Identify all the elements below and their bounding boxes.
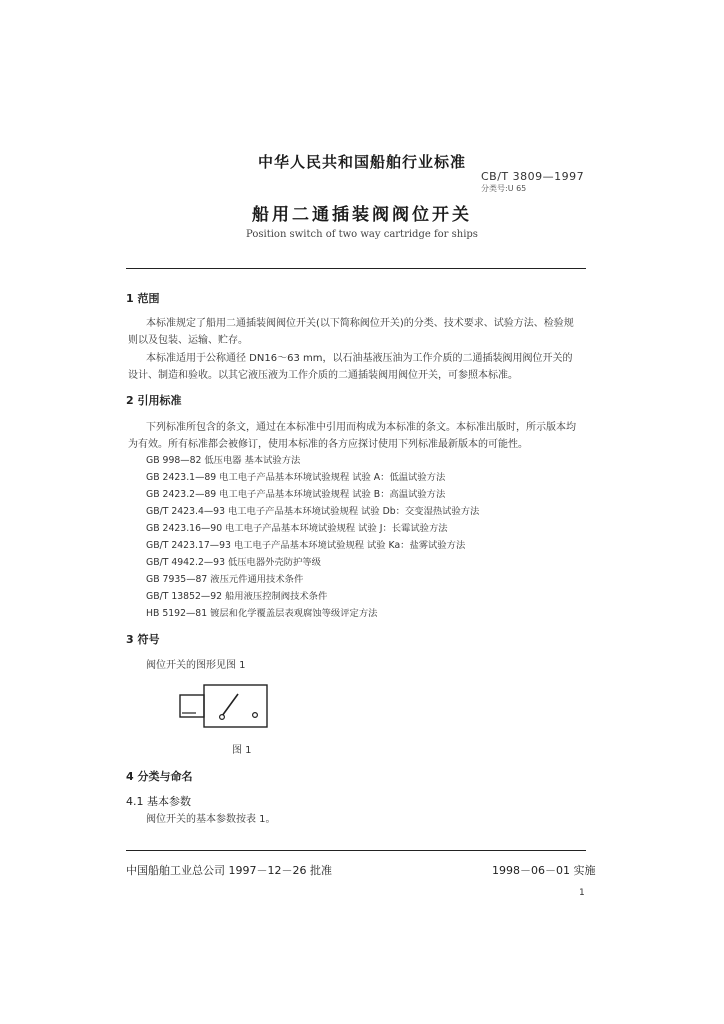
approval-statement: 中国船舶工业总公司 1997－12－26 批准 [126, 864, 332, 877]
section-heading: 2 引用标准 [126, 394, 182, 407]
classification-code: 分类号:U 65 [481, 184, 527, 193]
footer-rule [126, 850, 586, 851]
reference-item: GB 998—82 低压电器 基本试验方法 [146, 455, 301, 466]
page-number: 1 [579, 888, 585, 898]
reference-item: GB/T 4942.2—93 低压电器外壳防护等级 [146, 557, 321, 568]
contact-point-left [220, 715, 225, 720]
document-title: 船用二通插装阀阀位开关 [252, 205, 472, 225]
header-rule [126, 268, 586, 269]
reference-item: GB/T 2423.4—93 电工电子产品基本环境试验规程 试验 Db：交变湿热试验方法 [146, 506, 480, 517]
reference-item: GB 2423.1—89 电工电子产品基本环境试验规程 试验 A：低温试验方法 [146, 472, 446, 483]
standard-code: CB/T 3809—1997 [481, 170, 585, 183]
english-title: Position switch of two way cartridge for ships [246, 229, 478, 240]
switch-actuator [180, 695, 204, 717]
implementation-date: 1998－06－01 实施 [492, 864, 596, 877]
contact-point-right [253, 713, 258, 718]
organization-title: 中华人民共和国船舶行业标准 [257, 153, 466, 171]
reference-item: GB 2423.2—89 电工电子产品基本环境试验规程 试验 B：高温试验方法 [146, 489, 446, 500]
paragraph-line: 阀位开关的基本参数按表 1。 [146, 814, 276, 825]
paragraph-line: 阀位开关的图形见图 1 [146, 660, 246, 671]
paragraph-line: 则以及包装、运输、贮存。 [128, 335, 248, 346]
paragraph-line: 本标准规定了船用二通插装阀阀位开关(以下简称阀位开关)的分类、技术要求、试验方法、检验规 [146, 318, 574, 329]
section-heading: 1 范围 [126, 292, 160, 305]
reference-item: GB 7935—87 液压元件通用技术条件 [146, 574, 304, 585]
reference-item: GB 2423.16—90 电工电子产品基本环境试验规程 试验 J：长霉试验方法 [146, 523, 448, 534]
paragraph-line: 本标准适用于公称通径 DN16～63 mm，以石油基液压油为工作介质的二通插装阀用阀位开关的 [146, 353, 573, 364]
subsection-heading: 4.1 基本参数 [126, 795, 191, 808]
figure-caption: 图 1 [232, 745, 252, 756]
switch-body [204, 685, 267, 727]
reference-item: GB/T 2423.17—93 电工电子产品基本环境试验规程 试验 Ka：盐雾试验方法 [146, 540, 466, 551]
section-heading: 3 符号 [126, 633, 160, 646]
position-switch-symbol [178, 682, 270, 730]
reference-item: HB 5192—81 镀层和化学覆盖层表观腐蚀等级评定方法 [146, 608, 378, 619]
paragraph-line: 下列标准所包含的条文，通过在本标准中引用而构成为本标准的条文。本标准出版时，所示版本均 [146, 422, 576, 433]
switch-contact-lever [222, 694, 238, 716]
paragraph-line: 设计、制造和验收。以其它液压液为工作介质的二通插装阀用阀位开关，可参照本标准。 [128, 370, 518, 381]
section-heading: 4 分类与命名 [126, 770, 193, 783]
reference-item: GB/T 13852—92 船用液压控制阀技术条件 [146, 591, 328, 602]
paragraph-line: 为有效。所有标准都会被修订，使用本标准的各方应探讨使用下列标准最新版本的可能性。 [128, 439, 528, 450]
